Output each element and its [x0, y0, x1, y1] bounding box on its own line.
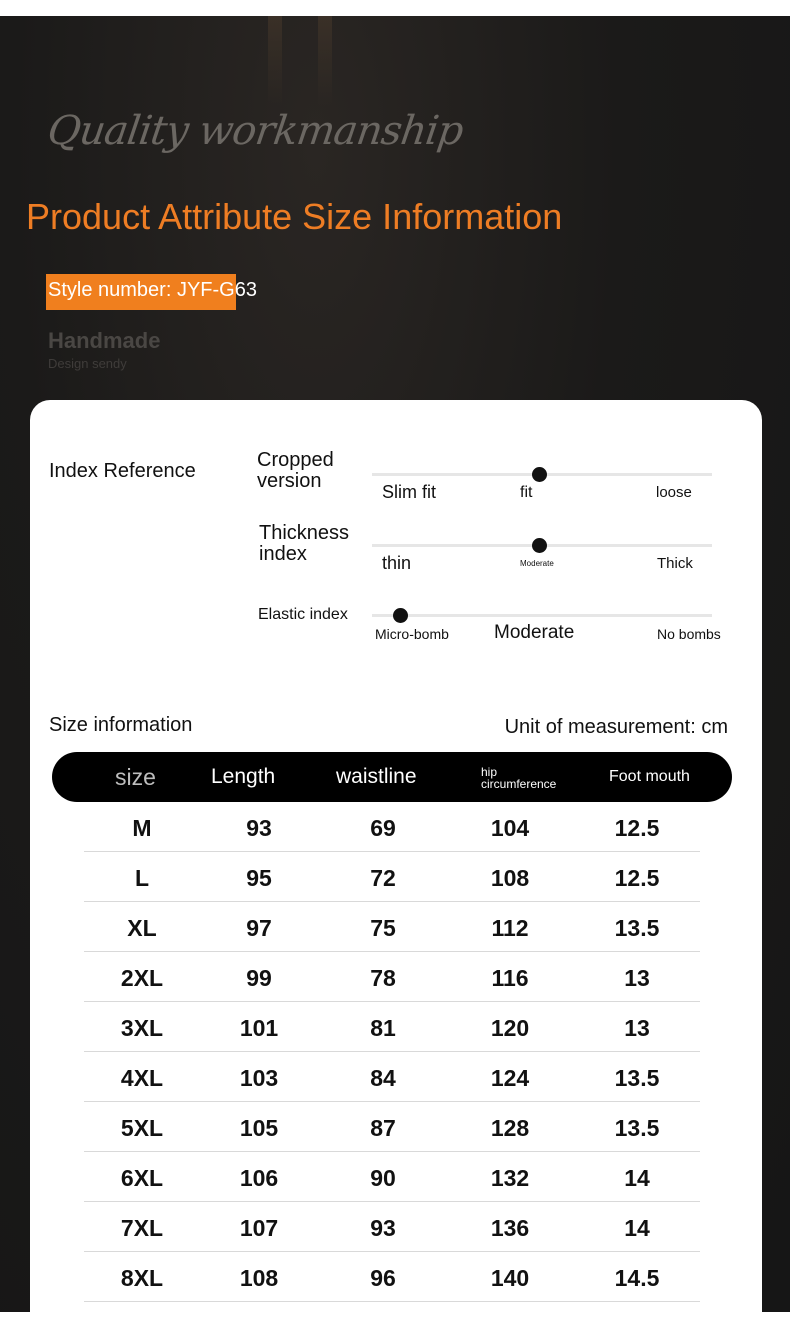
table-row: [84, 1052, 700, 1102]
attr-label-elastic: Elastic index: [258, 606, 348, 623]
cell-hip: 136: [490, 1215, 530, 1241]
tick-right-thickness: Thick: [657, 555, 693, 572]
table-row: [84, 1252, 700, 1302]
cell-size: M: [132, 815, 152, 841]
cell-hip: 104: [490, 815, 530, 841]
cell-length: 106: [239, 1165, 279, 1191]
cell-length: 99: [246, 965, 272, 991]
cell-hip: 116: [491, 965, 529, 991]
table-row: [84, 952, 700, 1002]
cell-hip: 128: [490, 1115, 530, 1141]
cell-foot-mouth: 14: [624, 1215, 650, 1241]
attr-label-cropped: Cropped version: [257, 449, 334, 492]
cell-foot-mouth: 13: [624, 1015, 650, 1041]
cell-foot-mouth: 13.5: [614, 1065, 660, 1091]
cell-length: 95: [246, 865, 272, 891]
table-row: [84, 1202, 700, 1252]
attr-label-thickness: Thickness index: [259, 522, 350, 565]
cell-length: 105: [239, 1115, 279, 1141]
style-number: [46, 274, 257, 310]
table-row: [84, 852, 700, 902]
table-row: [84, 1002, 700, 1052]
decor-streak: [318, 16, 332, 106]
tick-mid-cropped: fit: [520, 484, 533, 501]
cell-waistline: 84: [370, 1065, 396, 1091]
cell-foot-mouth: 13.5: [614, 1115, 660, 1141]
cell-size: 8XL: [120, 1265, 164, 1291]
index-reference-heading: Index Reference: [49, 460, 196, 482]
cell-length: 108: [239, 1265, 279, 1291]
tick-left-cropped: Slim fit: [382, 482, 436, 502]
cell-waistline: 81: [370, 1015, 396, 1041]
cell-size: 2XL: [120, 965, 164, 991]
page-title: Product Attribute Size Information: [26, 196, 563, 237]
decor-streak: [268, 16, 282, 106]
cell-waistline: 75: [370, 915, 396, 941]
cell-foot-mouth: 12.5: [614, 815, 660, 841]
cell-hip: 120: [490, 1015, 530, 1041]
table-row: [84, 902, 700, 952]
cell-size: 6XL: [120, 1165, 164, 1191]
slider-knob-elastic: [393, 608, 408, 623]
cell-size: 4XL: [120, 1065, 164, 1091]
tick-mid-elastic: Moderate: [494, 622, 575, 643]
cell-foot-mouth: 13: [624, 965, 650, 991]
tick-left-thickness: thin: [382, 553, 412, 573]
cell-length: 97: [246, 915, 272, 941]
tick-right-elastic: No bombs: [657, 626, 721, 642]
cell-waistline: 87: [370, 1115, 396, 1141]
cell-waistline: 93: [370, 1215, 396, 1241]
column-header-foot-mouth: Foot mouth: [609, 768, 690, 785]
size-information-heading: Size information: [49, 714, 193, 736]
cell-size: XL: [127, 915, 157, 941]
column-header-hip: hip circumference: [481, 765, 557, 791]
script-title: Quality workmanship: [44, 108, 466, 154]
cell-hip: 124: [490, 1065, 530, 1091]
column-header-size: size: [115, 764, 156, 790]
cell-foot-mouth: 14: [624, 1165, 650, 1191]
table-header: [52, 752, 732, 802]
slider-knob-thickness: [532, 538, 547, 553]
cell-foot-mouth: 14.5: [614, 1265, 660, 1291]
cell-length: 107: [239, 1215, 279, 1241]
slider-track-cropped: [372, 473, 712, 476]
cell-hip: 108: [490, 865, 530, 891]
cell-size: 7XL: [120, 1215, 164, 1241]
cell-waistline: 90: [370, 1165, 396, 1191]
cell-length: 101: [239, 1015, 279, 1041]
size-table-body: [84, 802, 700, 1302]
cell-size: 3XL: [120, 1015, 164, 1041]
tick-mid-thickness: Moderate: [520, 559, 554, 568]
cell-size: L: [134, 865, 150, 891]
cell-hip: 140: [490, 1265, 530, 1291]
table-row: [84, 1152, 700, 1202]
slider-track-thickness: [372, 544, 712, 547]
slider-track-elastic: [372, 614, 712, 617]
cell-length: 103: [239, 1065, 279, 1091]
table-row: [84, 1102, 700, 1152]
table-row: [84, 802, 700, 852]
cell-hip: 112: [491, 915, 529, 941]
tick-right-cropped: loose: [656, 484, 692, 501]
size-card: [30, 400, 762, 1340]
cell-waistline: 72: [370, 865, 396, 891]
cell-size: 5XL: [120, 1115, 164, 1141]
column-header-length: Length: [211, 765, 276, 788]
tick-left-elastic: Micro-bomb: [375, 626, 449, 642]
cell-length: 93: [246, 815, 272, 841]
cell-foot-mouth: 13.5: [614, 915, 660, 941]
style-number-text: Style number: JYF-G63: [48, 279, 257, 301]
slider-knob-cropped: [532, 467, 547, 482]
unit-label: Unit of measurement: cm: [504, 716, 728, 738]
column-header-waistline: waistline: [336, 765, 417, 788]
cell-foot-mouth: 12.5: [614, 865, 660, 891]
handmade-label: Handmade: [48, 328, 161, 353]
cell-hip: 132: [490, 1165, 530, 1191]
cell-waistline: 78: [370, 965, 396, 991]
design-label: Design sendy: [48, 356, 127, 371]
cell-waistline: 69: [370, 815, 396, 841]
cell-waistline: 96: [370, 1265, 396, 1291]
